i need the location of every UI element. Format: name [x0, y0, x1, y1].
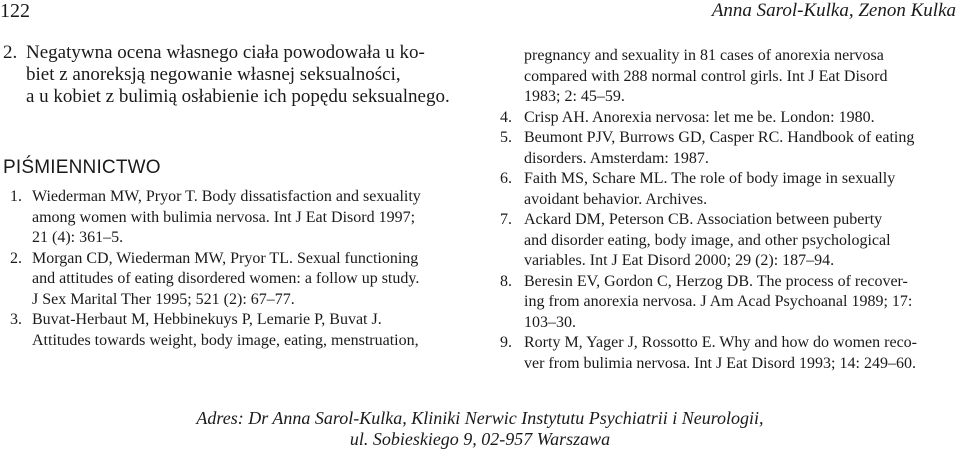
reference-number: 1.: [10, 188, 22, 205]
reference-line: 103–30.: [524, 313, 576, 331]
reference-line: compared with 288 normal control girls. Int J Eat Disord: [524, 67, 888, 85]
reference-item: [498, 128, 960, 169]
reference-line: Ackard DM, Peterson CB. Association between puberty: [524, 211, 883, 228]
references-heading: PIŚMIENNICTWO: [3, 157, 161, 178]
reference-item: [498, 272, 960, 334]
left-column: [3, 42, 473, 351]
reference-line: 21 (4): 361–5.: [32, 229, 124, 246]
reference-item: [498, 333, 960, 374]
reference-item: [3, 187, 475, 249]
reference-line: Beumont PJV, Burrows GD, Casper RC. Handbook of eating: [524, 129, 915, 146]
reference-line: 1983; 2: 45–59.: [524, 88, 625, 105]
reference-number: 5.: [500, 129, 512, 146]
running-header-authors: Anna Sarol-Kulka, Zenon Kulka: [711, 0, 956, 21]
reference-line: Rorty M, Yager J, Rossotto E. Why and how do women reco-: [524, 334, 918, 351]
reference-line: Beresin EV, Gordon C, Herzog DB. The process of recover-: [524, 272, 908, 290]
reference-line: disorders. Amsterdam: 1987.: [524, 149, 709, 167]
references-list-right: [498, 108, 958, 375]
reference-number: 4.: [500, 108, 512, 126]
reference-number: 8.: [500, 272, 512, 290]
page-number: 122: [0, 0, 30, 22]
reference-number: 3.: [10, 311, 22, 328]
conclusion-line: Negatywna ocena własnego ciała powodowała u ko-: [26, 42, 425, 63]
conclusion-line: a u kobiet z bulimią osłabienie ich popędu seksualnego.: [26, 86, 450, 107]
reference-line: pregnancy and sexuality in 81 cases of anorexia nervosa: [524, 47, 884, 64]
correspondence-address-line: ul. Sobieskiego 9, 02-957 Warszawa: [349, 429, 611, 449]
reference-line: Attitudes towards weight, body image, eating, menstruation,: [32, 331, 419, 349]
reference-item: [498, 169, 960, 210]
reference-item: [498, 210, 960, 272]
reference-line: among women with bulimia nervosa. Int J Eat Disord 1997;: [32, 208, 416, 226]
reference-line: avoidant behavior. Archives.: [524, 190, 708, 208]
reference-line: Buvat-Herbaut M, Hebbinekuys P, Lemarie P, Buvat J.: [32, 311, 382, 328]
reference-line: Wiederman MW, Pryor T. Body dissatisfaction and sexuality: [32, 188, 421, 205]
reference-line: ing from anorexia nervosa. J Am Acad Psychoanal 1989; 17:: [524, 293, 913, 310]
reference-line: J Sex Marital Ther 1995; 521 (2): 67–77.: [32, 290, 295, 308]
conclusion-item: [3, 42, 468, 108]
reference-line: and disorder eating, body image, and other psychological: [524, 231, 891, 249]
reference-line: and attitudes of eating disordered women: a follow up study.: [32, 270, 420, 287]
reference-item: [3, 310, 475, 351]
reference-line: variables. Int J Eat Disord 2000; 29 (2): 187–94.: [524, 252, 835, 269]
reference-number: 2.: [10, 249, 22, 267]
reference-item: [498, 108, 960, 129]
conclusion-number: 2.: [3, 42, 18, 63]
conclusion-line: biet z anoreksją negowanie własnej seksualności,: [26, 64, 401, 85]
references-list-left: [3, 187, 473, 351]
reference-line: ver from bulimia nervosa. Int J Eat Disord 1993; 14: 249–60.: [524, 354, 916, 372]
correspondence-address-line: Adres: Dr Anna Sarol-Kulka, Kliniki Nerwic Instytutu Psychiatrii i Neurologii,: [196, 408, 764, 428]
right-column: [498, 46, 958, 374]
reference-line: Crisp AH. Anorexia nervosa: let me be. London: 1980.: [524, 108, 875, 126]
reference-line: Morgan CD, Wiederman MW, Pryor TL. Sexual functioning: [32, 249, 419, 267]
reference-item: [3, 249, 475, 311]
reference-continuation: [498, 46, 960, 108]
reference-number: 7.: [500, 211, 512, 228]
reference-number: 6.: [500, 170, 512, 187]
reference-line: Faith MS, Schare ML. The role of body image in sexually: [524, 170, 896, 187]
reference-number: 9.: [500, 334, 512, 351]
